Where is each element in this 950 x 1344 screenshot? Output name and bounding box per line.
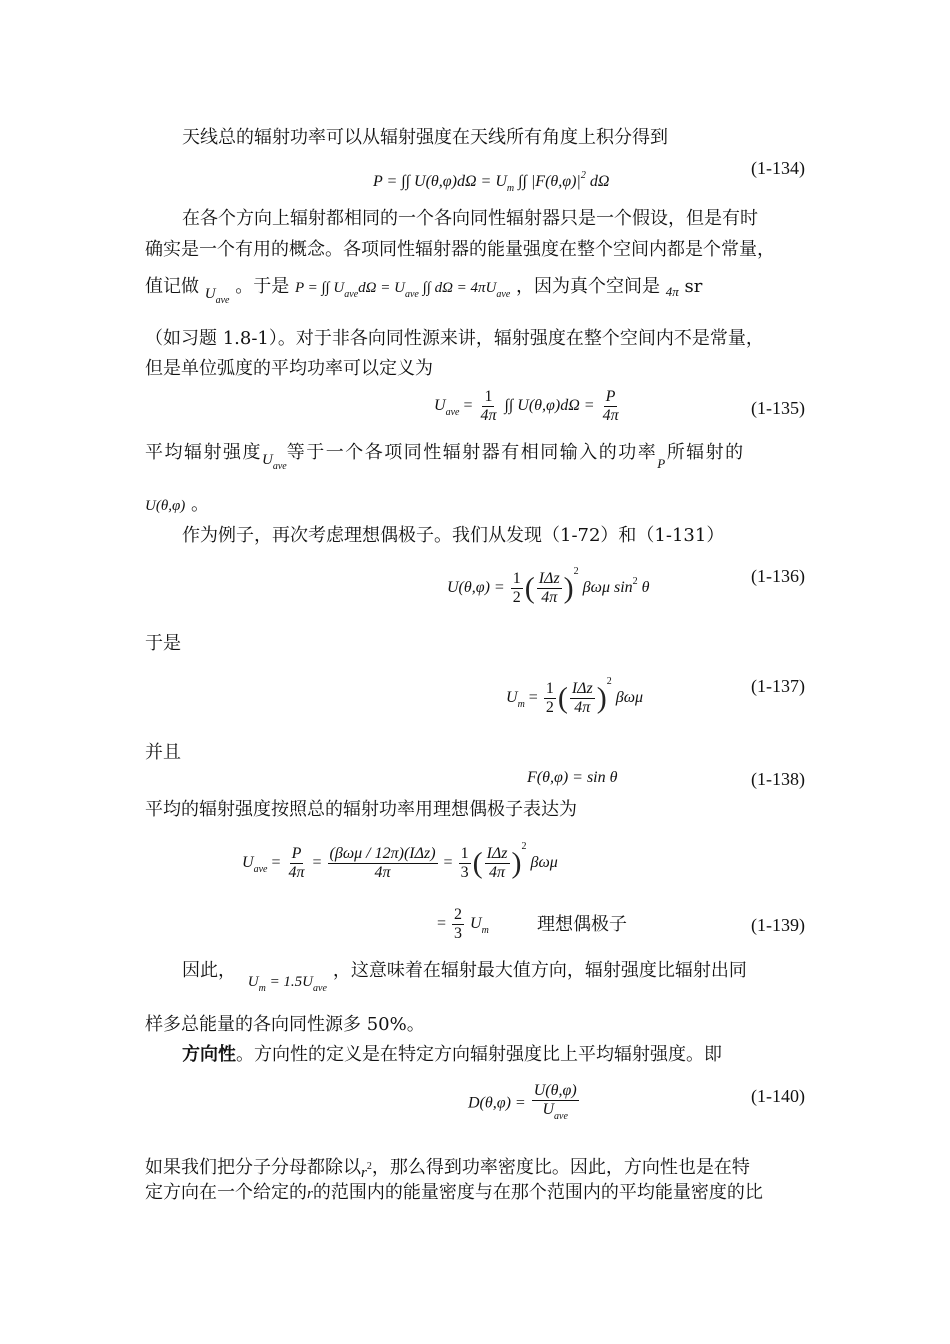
equation-number: (1-136) (751, 566, 805, 586)
fraction: $\frac{1}{2}$ (545, 679, 554, 716)
inline-math: r2 (361, 1161, 372, 1181)
equation-number: (1-140) (751, 1086, 805, 1106)
text: ，因为真个空间是 (516, 276, 661, 297)
paragraph-line (145, 493, 805, 518)
equation-text: dΩ (589, 173, 610, 190)
paragraph-line: 天线总的辐射功率可以从辐射强度在天线所有角度上积分得到 (182, 127, 668, 148)
equation-number: (1-134) (751, 158, 805, 178)
text: 如果我们把分子分母都除以 (145, 1157, 361, 1178)
text: 因此， (182, 960, 236, 981)
fraction: $\frac{\text{IΔz}}{4\pi}$ (486, 844, 508, 881)
paragraph-line: （如习题 1.8-1）。对于非各向同性源来讲，辐射强度在整个空间内不是常量， (145, 328, 764, 349)
fraction: $\frac{P}{4\pi}$ (602, 388, 619, 424)
paragraph-line (145, 1181, 805, 1206)
text: 值记做 (145, 276, 199, 297)
paragraph-line: 并且 (145, 742, 181, 763)
text: 等于一个各项同性辐射器有相同输入的功率 (286, 442, 658, 463)
inline-math: r (307, 1186, 313, 1202)
paragraph-line (145, 1151, 805, 1181)
superscript: 2 (580, 170, 586, 181)
heading-term: 方向性 (182, 1044, 236, 1065)
inline-math: Uave (204, 286, 230, 306)
text: 的范围内的能量密度与在那个范围内的平均能量密度的比 (312, 1182, 763, 1203)
paragraph-line: 于是 (145, 633, 181, 654)
paragraph-line: 样多总能量的各向同性源多 50%。 (145, 1014, 425, 1035)
fraction: $\frac{2}{3}$ (454, 906, 463, 942)
fraction: $\frac{1}{3}$ (460, 844, 469, 881)
paragraph-line: 但是单位弧度的平均功率可以定义为 (145, 358, 433, 379)
paragraph-line (145, 441, 805, 473)
fraction: $\frac{\text{IΔz}}{4\pi}$ (538, 569, 560, 606)
equation-1-140: D(θ,φ) = $\frac{U(\theta,\varphi)}{U_{ave}}$ (468, 1082, 581, 1126)
text: 平均辐射强度 (145, 442, 262, 463)
inline-math: Um = 1.5Uave (247, 974, 327, 994)
inline-math: U(θ,φ) (145, 498, 186, 514)
equation-number: (1-138) (751, 769, 805, 789)
equation-number: (1-139) (751, 915, 805, 935)
equation-1-139-row2: = $\frac{2}{3}$ $U_m$ (437, 906, 489, 942)
paragraph-line: 在各个方向上辐射都相同的一个各向同性辐射器只是一个假设，但是有时 (182, 208, 758, 229)
equation-text: ∫∫ |F(θ,φ)| (518, 173, 581, 190)
equation-1-136: U(θ,φ) = $\frac{1}{2}$ ( $\frac{\text{IΔz}}{4\pi}$ )$^2$ βωμ $\sin^2 \theta$ (447, 566, 650, 606)
paragraph-line: 平均的辐射强度按照总的辐射功率用理想偶极子表达为 (145, 799, 577, 820)
paragraph-line (182, 1043, 842, 1067)
paragraph-line: 作为例子，再次考虑理想偶极子。我们从发现（1-72）和（1-131） (182, 525, 725, 546)
paragraph-line: 确实是一个有用的概念。各项同性辐射器的能量强度在整个空间内都是个常量， (145, 239, 775, 260)
inline-math: P (657, 456, 667, 471)
equation-1-134 (373, 170, 609, 194)
fraction: $\frac{1}{4\pi}$ (480, 388, 497, 424)
inline-math: 4π (665, 284, 679, 299)
equation-1-138: F(θ,φ) = sin θ (527, 769, 618, 786)
inline-math: P = ∫∫ $U_{ave}d\Omega = U_{ave}$ ∫∫ $d\Omega = 4\pi U_{ave}$ (294, 280, 511, 300)
text: 。于是 (235, 276, 290, 297)
paragraph-line (145, 275, 805, 307)
text: sr (684, 276, 703, 297)
equation-number: (1-135) (751, 398, 805, 418)
text: ，那么得到功率密度比。因此，方向性也是在特 (371, 1157, 750, 1178)
equation-note: 理想偶极子 (537, 914, 627, 935)
equation-1-135: $U_{ave}$ = $\frac{1}{4\pi}$ ∫∫ U(θ,φ)dΩ = $\frac{P}{4\pi}$ (434, 388, 619, 424)
fraction: $\frac{\text{(βωμ / 12π)(IΔz)}}{4\pi}$ (329, 844, 436, 881)
paragraph-line (182, 959, 842, 994)
text: 定方向在一个给定的 (145, 1182, 307, 1203)
text: ，这意味着在辐射最大值方向，辐射强度比辐射出同 (332, 960, 747, 981)
text: 所辐射的 (666, 442, 745, 463)
text: 。方向性的定义是在特定方向辐射强度比上平均辐射强度。即 (236, 1044, 722, 1065)
equation-1-137: $U_m$ = $\frac{1}{2}$ ( $\frac{\text{IΔz}}{4\pi}$ )$^2$ βωμ (506, 676, 644, 716)
equation-1-139-row1: $U_{ave}$ = $\frac{P}{4\pi}$ = $\frac{\text{(βωμ / 12π)(IΔz)}}{4\pi}$ = $\frac{1}{3}$ ( $\frac{\text{IΔz}}{4\pi}$ )$^2$ βωμ (242, 841, 558, 881)
equation-text: P = ∫∫ U(θ,φ)dΩ = U (373, 173, 507, 190)
fraction: $\frac{P}{4\pi}$ (288, 844, 305, 881)
fraction: $\frac{U(\theta,\varphi)}{U_{ave}}$ (533, 1082, 577, 1122)
equation-number: (1-137) (751, 676, 805, 696)
inline-math: Uave (262, 452, 287, 472)
text: 。 (190, 494, 209, 515)
fraction: $\frac{\text{IΔz}}{4\pi}$ (571, 679, 593, 716)
subscript: m (506, 183, 515, 194)
fraction: $\frac{1}{2}$ (512, 569, 521, 606)
